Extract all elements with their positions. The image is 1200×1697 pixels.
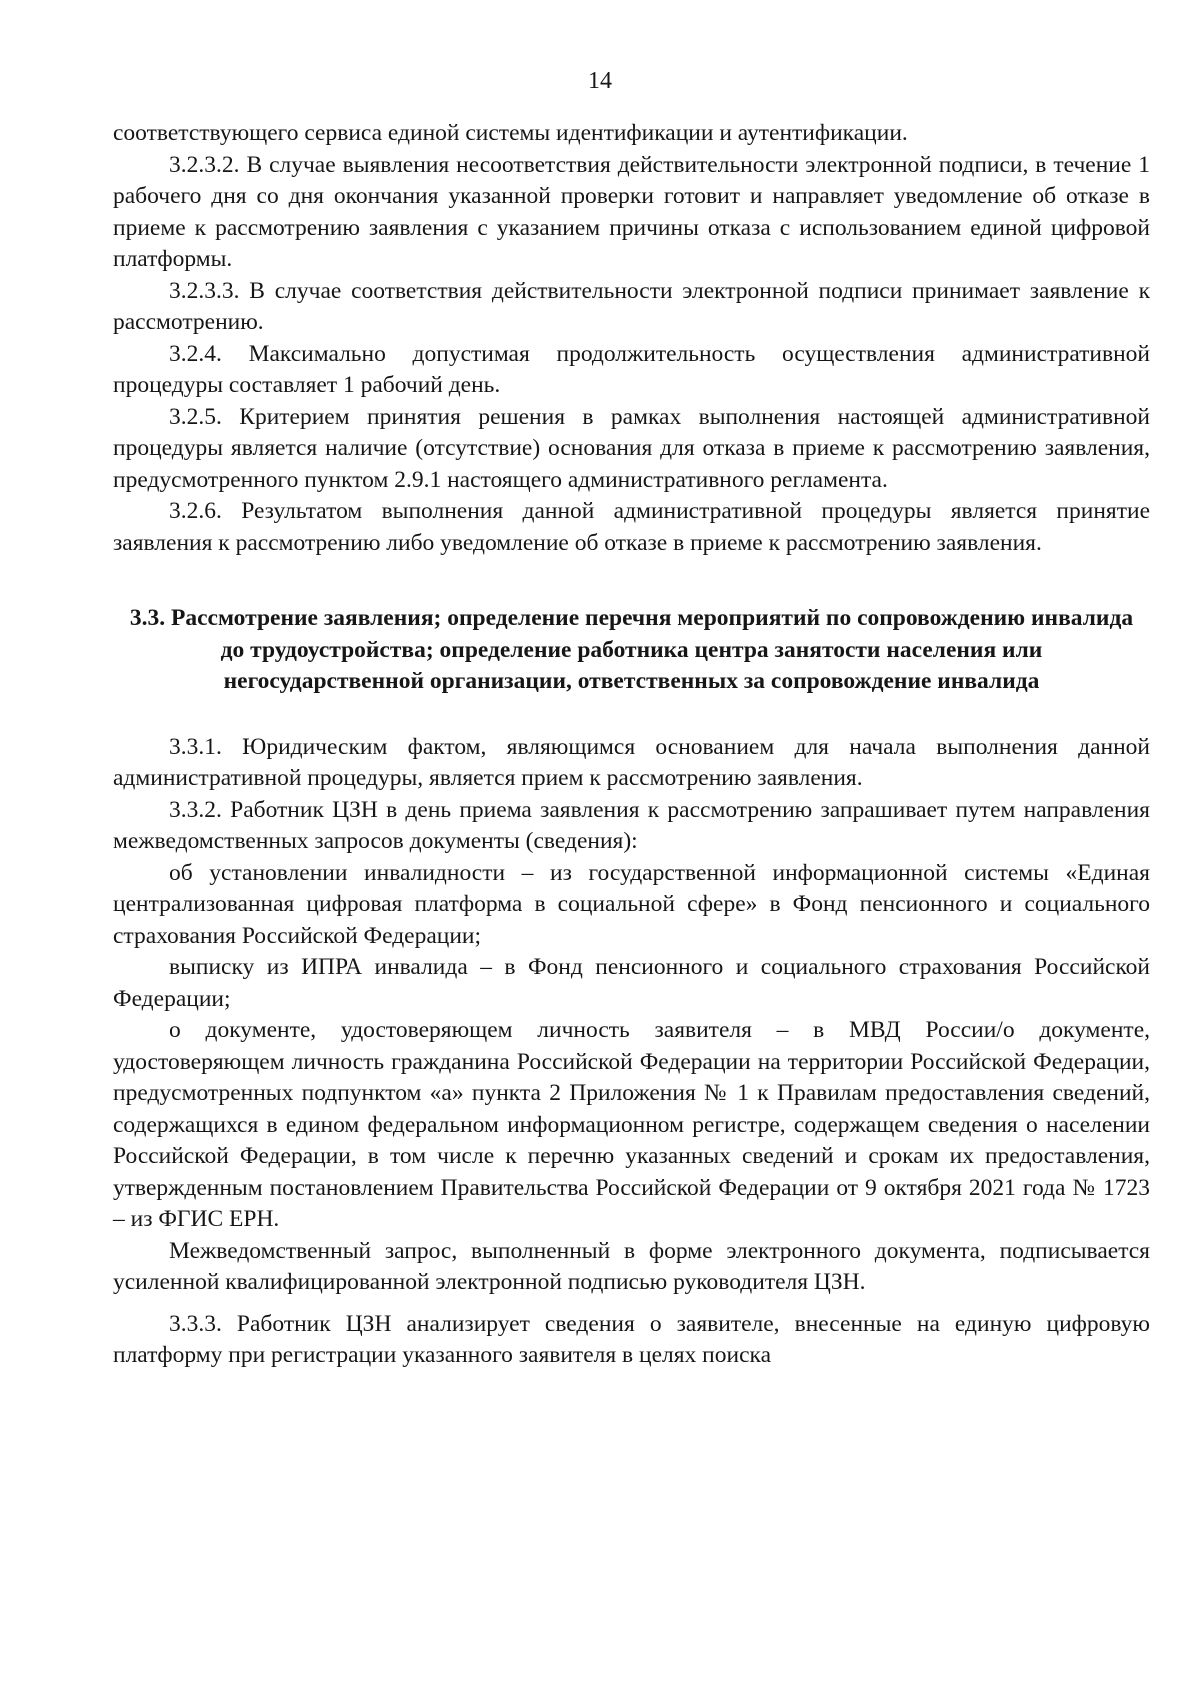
- paragraph-3-3-2: 3.3.2. Работник ЦЗН в день приема заявления к рассмотрению запрашивает путем направления межведомственных запросов документы (сведения):: [113, 796, 1150, 854]
- paragraph-interagency-request: Межведомственный запрос, выполненный в форме электронного документа, подписывается усиленной квалифицированной электронной подписью руководителя ЦЗН.: [113, 1237, 1150, 1295]
- paragraph-3-2-5: 3.2.5. Критерием принятия решения в рамках выполнения настоящей административной процедуры является наличие (отсутствие) основания для отказа в приеме к рассмотрению заявления, предусмотренного пунктом 2.9.1 настоящего административного регламента.: [113, 403, 1150, 493]
- paragraph-identity-request: о документе, удостоверяющем личность заявителя – в МВД России/о документе, удостоверяющем личность гражданина Российской Федерации на территории Российской Федерации, предусмотренных подпунктом «а» пункта 2 Приложения № 1 к Правилам предоставления сведений, содержащихся в едином федеральном информационном регистре, содержащем сведения о населении Российской Федерации, в том числе к перечню указанных сведений и срокам их предоставления, утвержденным постановлением Правительства Российской Федерации от 9 октября 2021 года № 1723 – из ФГИС ЕРН.: [113, 1017, 1150, 1232]
- paragraph-3-2-3-3: 3.2.3.3. В случае соответствия действительности электронной подписи принимает заявление к рассмотрению.: [113, 277, 1150, 335]
- paragraph-disability-request: об установлении инвалидности – из государственной информационной системы «Единая централизованная цифровая платформа в социальной сфере» в Фонд пенсионного и социального страхования Российской Федерации;: [113, 859, 1150, 949]
- paragraph-3-2-4: 3.2.4. Максимально допустимая продолжительность осуществления административной процедуры составляет 1 рабочий день.: [113, 340, 1150, 398]
- document-body: [113, 118, 1150, 1372]
- page-number: 14: [588, 68, 612, 94]
- paragraph-3-2-3-2: 3.2.3.2. В случае выявления несоответствия действительности электронной подписи, в течение 1 рабочего дня со дня окончания указанной проверки готовит и направляет уведомление об отказе в приеме к рассмотрению заявления с указанием причины отказа с использованием единой цифровой платформы.: [113, 151, 1150, 272]
- section-heading-3-3: 3.3. Рассмотрение заявления; определение перечня мероприятий по сопровождению инвалида до трудоустройства; определение работника центра занятости населения или негосударственной организации, ответственных за сопровождение инвалида: [129, 605, 1134, 694]
- paragraph-3-3-1: 3.3.1. Юридическим фактом, являющимся основанием для начала выполнения данной административной процедуры, является прием к рассмотрению заявления.: [113, 733, 1150, 791]
- paragraph-continuation: соответствующего сервиса единой системы идентификации и аутентификации.: [113, 120, 908, 146]
- paragraph-3-3-3: 3.3.3. Работник ЦЗН анализирует сведения о заявителе, внесенные на единую цифровую платформу при регистрации указанного заявителя в целях поиска: [113, 1310, 1150, 1368]
- paragraph-3-2-6: 3.2.6. Результатом выполнения данной административной процедуры является принятие заявления к рассмотрению либо уведомление об отказе в приеме к рассмотрению заявления.: [113, 498, 1150, 556]
- paragraph-ipra-request: выписку из ИПРА инвалида – в Фонд пенсионного и социального страхования Российской Федерации;: [113, 954, 1150, 1012]
